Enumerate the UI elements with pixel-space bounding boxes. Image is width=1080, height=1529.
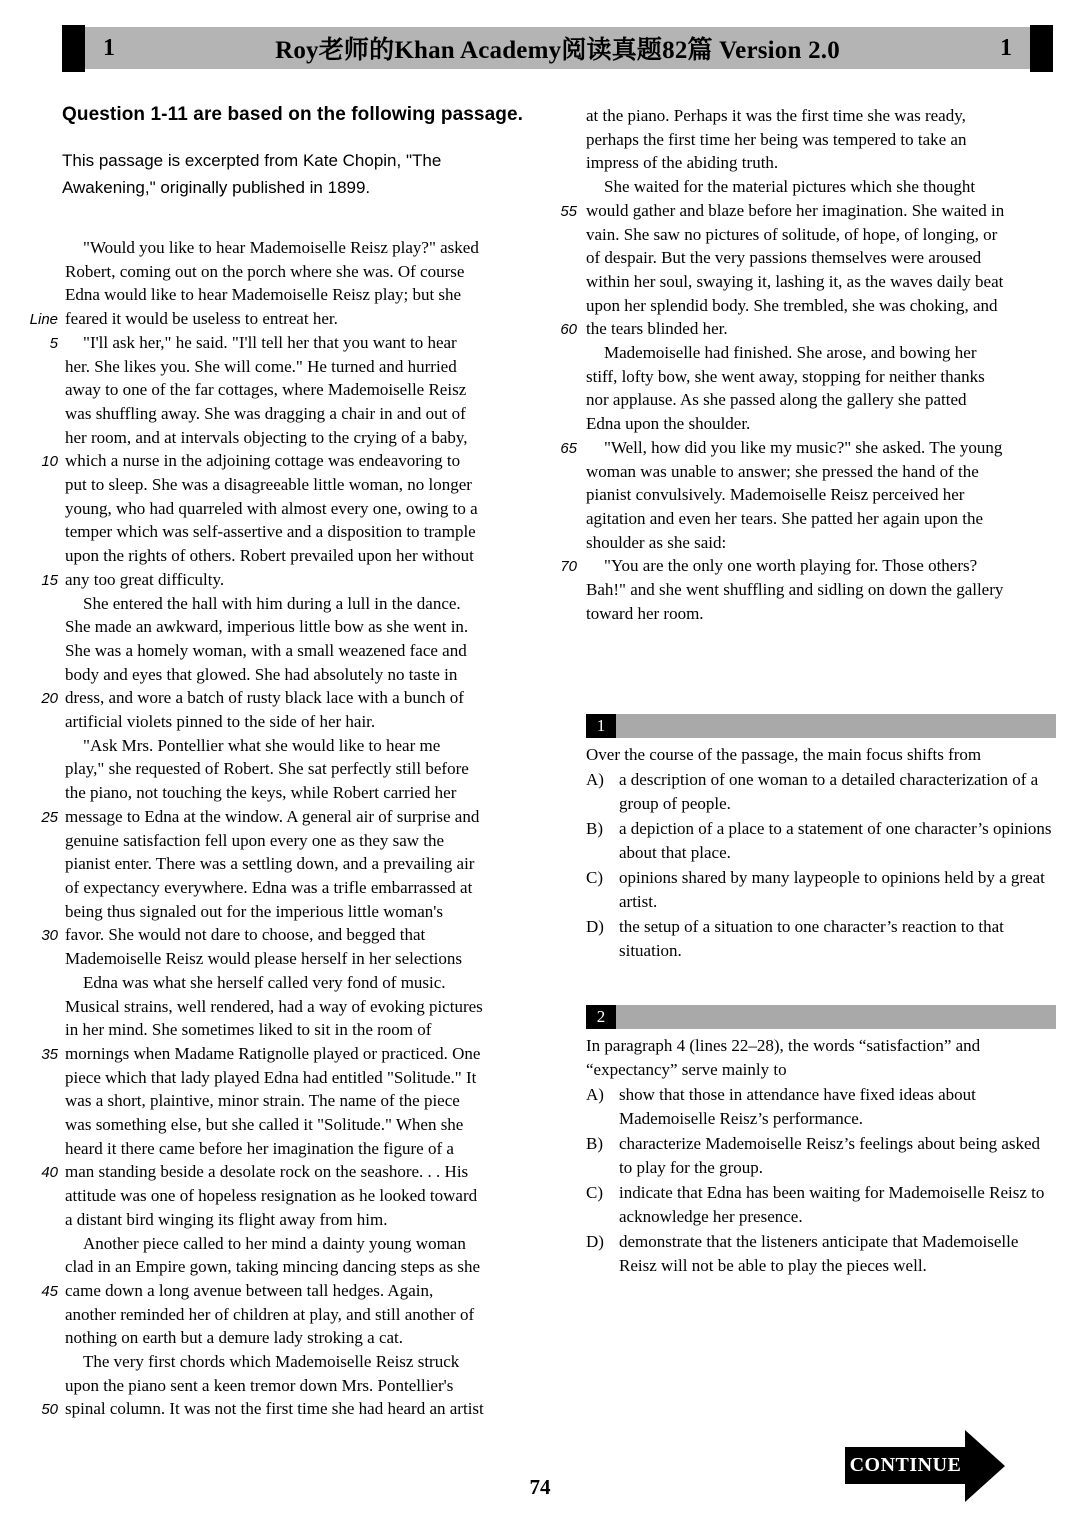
question-stem: Over the course of the passage, the main focus shifts from [586,745,982,764]
passage-text-line: impress of the abiding truth. [586,153,779,173]
choice-label: B) [586,1133,603,1153]
passage-text-line: being thus signaled out for the imperious little woman's [65,901,443,921]
passage-line [28,805,558,829]
passage-text-line: play," she requested of Robert. She sat perfectly still before [65,759,469,779]
passage-line [551,365,1071,389]
header-right-black-square [1030,25,1053,72]
choice-text: demonstrate that the listeners anticipate that Mademoiselle Reisz will not be able to play the pieces well. [619,1231,1019,1275]
passage-line [28,639,558,663]
continue-button[interactable] [845,1447,966,1484]
answer-choice [586,915,1056,964]
line-number: 15 [41,571,58,589]
answer-choice [586,1181,1056,1230]
passage-line [28,615,558,639]
passage-line [551,246,1071,270]
passage-text-line: would gather and blaze before her imagination. She waited in [586,200,1005,220]
choice-label: A) [586,769,604,789]
passage-line [28,378,558,402]
header-bar [85,27,1030,69]
passage-text-line: "I'll ask her," he said. "I'll tell her that you want to hear [83,332,457,352]
passage-line [28,876,558,900]
passage-text-line: "Ask Mrs. Pontellier what she would like to hear me [83,735,441,755]
passage-text-line: genuine satisfaction fell upon every one as they saw the [65,830,445,850]
passage-line [28,852,558,876]
passage-text-line: the piano, not touching the keys, while Robert carried her [65,783,457,803]
passage-text-line: which a nurse in the adjoining cottage was endeavoring to [65,451,461,471]
passage-line [28,829,558,853]
passage-line [551,270,1071,294]
passage-text-line: Edna was what she herself called very fond of music. [83,972,446,992]
passage-text-line: came down a long avenue between tall hedges. Again, [65,1280,434,1300]
passage-line [28,1113,558,1137]
question-number: 2 [586,1005,616,1029]
passage-line [28,1232,558,1256]
passage-line [28,686,558,710]
passage-text-line: Robert, coming out on the porch where she was. Of course [65,261,465,281]
passage-text-line: piece which that lady played Edna had entitled "Solitude." It [65,1067,477,1087]
passage-line [28,1137,558,1161]
passage-line [28,1042,558,1066]
passage-line [28,900,558,924]
passage-text-line: woman was unable to answer; she pressed the hand of the [586,461,979,481]
passage-line [551,507,1071,531]
passage-line [28,260,558,284]
passage-text-line: vain. She saw no pictures of solitude, of hope, of longing, or [586,224,998,244]
choice-text: the setup of a situation to one character’s reaction to that situation. [619,916,1004,960]
passage-line [28,1066,558,1090]
passage-text-line: She entered the hall with him during a lull in the dance. [83,593,461,613]
passage-text-line: Edna would like to hear Mademoiselle Reisz play; but she [65,285,462,305]
passage-text-line: attitude was one of hopeless resignation as he looked toward [65,1186,478,1206]
passage-line [28,331,558,355]
passage-line [551,436,1071,460]
line-number: 30 [41,927,58,945]
line-number: 10 [41,453,58,471]
passage-line [28,923,558,947]
passage-line [28,307,558,331]
passage-line [551,554,1071,578]
passage-text-line: clad in an Empire gown, taking mincing dancing steps as she [65,1257,480,1277]
choice-label: D) [586,916,604,936]
choice-label: D) [586,1231,604,1251]
choice-text: opinions shared by many laypeople to opinions held by a great artist. [619,867,1045,911]
answer-choice [586,1132,1056,1181]
passage-line [28,1184,558,1208]
answer-choice [586,768,1056,817]
answer-choice [586,866,1056,915]
passage-text-line: nothing on earth but a demure lady stroking a cat. [65,1328,404,1348]
passage-line [28,947,558,971]
passage-line [551,602,1071,626]
passage-text-line: pianist enter. There was a settling down, and a prevailing air [65,854,475,874]
passage-text-line: She was a homely woman, with a small weazened face and [65,640,467,660]
passage-text-line: "Would you like to hear Mademoiselle Reisz play?" asked [83,238,479,257]
passage-text-line: was a short, plaintive, minor strain. The name of the piece [65,1091,460,1111]
line-number: 65 [560,439,577,457]
passage-text-line: message to Edna at the window. A general air of surprise and [65,806,480,826]
passage-line [551,341,1071,365]
line-number: 45 [41,1282,58,1300]
passage-line [28,734,558,758]
answer-choice [586,817,1056,866]
answer-choice [586,1230,1056,1279]
passage-line [28,781,558,805]
passage-line [551,128,1071,152]
question-number-badge [586,1005,1056,1029]
line-number: 40 [41,1164,58,1182]
passage-column-left [28,236,558,1421]
passage-line [28,1255,558,1279]
passage-line [28,1160,558,1184]
question-number-badge [586,714,1056,738]
line-number: 25 [41,808,58,826]
passage-text-line: of expectancy everywhere. Edna was a trifle embarrassed at [65,877,473,897]
section-number-left: 1 [103,34,115,61]
passage-text-line: a distant bird winging its flight away from him. [65,1209,388,1229]
question-number: 1 [586,714,616,738]
passage-text-line: was shuffling away. She was dragging a chair in and out of [65,403,466,423]
passage-line [28,1089,558,1113]
passage-line [28,971,558,995]
passage-line [551,223,1071,247]
passage-text-line: pianist convulsively. Mademoiselle Reisz perceived her [586,485,965,505]
passage-text-line: artificial violets pinned to the side of her hair. [65,712,376,732]
line-number: 70 [560,558,577,576]
passage-text-line: temper which was self-assertive and a disposition to trample [65,522,476,542]
question-stem: In paragraph 4 (lines 22–28), the words “satisfaction” and “expectancy” serve mainly to [586,1035,981,1079]
passage-text-line: She waited for the material pictures which she thought [604,177,976,197]
choice-label: C) [586,867,603,887]
passage-text-line: toward her room. [586,603,704,623]
choice-label: B) [586,818,603,838]
passage-text-line: in her mind. She sometimes liked to sit in the room of [65,1020,432,1040]
passage-line [28,449,558,473]
passage-text-line: perhaps the first time her being was tempered to take an [586,129,967,149]
passage-text-line: Mademoiselle Reisz would please herself in her selections [65,949,463,969]
choice-text: show that those in attendance have fixed ideas about Mademoiselle Reisz’s performance. [619,1084,976,1128]
passage-line [28,1350,558,1374]
passage-line [551,151,1071,175]
line-number: 20 [41,690,58,708]
passage-line [551,317,1071,341]
passage-line [28,1326,558,1350]
passage-text-line: of despair. But the very passions themselves were aroused [586,248,982,268]
passage-text-line: man standing beside a desolate rock on the seashore. . . His [65,1162,469,1182]
choice-text: a depiction of a place to a statement of one character’s opinions about that place. [619,818,1052,862]
passage-line [28,520,558,544]
line-number: 60 [560,321,577,339]
passage-text-line: She made an awkward, imperious little bow as she went in. [65,617,469,637]
question-block [586,714,1056,964]
choice-label: C) [586,1182,603,1202]
passage-text-line: young, who had quarreled with almost every one, owing to a [65,498,478,518]
passage-text-line: mornings when Madame Ratignolle played or practiced. One [65,1043,481,1063]
passage-text-line: "Well, how did you like my music?" she asked. The young [604,437,1003,457]
passage-text-line: Musical strains, well rendered, had a way of evoking pictures [65,996,483,1016]
passage-line [28,402,558,426]
line-number: Line [29,311,58,329]
passage-column-right [551,104,1071,625]
passage-text-line: nor applause. As she passed along the gallery she patted [586,390,967,410]
passage-line [28,497,558,521]
passage-line [28,710,558,734]
passage-text-line: body and eyes that glowed. She had absolutely no taste in [65,664,458,684]
header-left-black-square [62,25,85,72]
choice-text: indicate that Edna has been waiting for Mademoiselle Reisz to acknowledge her presence. [619,1182,1045,1226]
passage-line [551,578,1071,602]
passage-line [28,1279,558,1303]
choice-text: characterize Mademoiselle Reisz’s feelings about being asked to play for the group. [619,1133,1041,1177]
question-block [586,1005,1056,1279]
passage-text-line: heard it there came before her imagination the figure of a [65,1138,454,1158]
passage-text-line: feared it would be useless to entreat her. [65,309,338,329]
passage-text-line: spinal column. It was not the first time she had heard an artist [65,1399,484,1419]
passage-source-note: This passage is excerpted from Kate Chopin, "The Awakening," originally published in 1899. [62,151,442,197]
passage-text-line: Another piece called to her mind a dainty young woman [83,1233,466,1253]
choice-label: A) [586,1084,604,1104]
passage-text-line: Edna upon the shoulder. [586,414,751,434]
passage-text-line: upon her splendid body. She trembled, she was choking, and [586,295,998,315]
passage-line [28,663,558,687]
passage-text-line: the tears blinded her. [586,319,728,339]
question-badge-bar [616,714,1056,738]
passage-text-line: another reminded her of children at play, and still another of [65,1304,475,1324]
passage-line [28,544,558,568]
line-number: 5 [49,334,58,352]
section-number-right: 1 [1000,34,1012,61]
passage-text-line: "You are the only one worth playing for. Those others? [604,556,978,576]
passage-line [551,483,1071,507]
continue-label: CONTINUE [849,1454,962,1476]
passage-line [28,757,558,781]
passage-text-line: put to sleep. She was a disagreeable little woman, no longer [65,475,472,495]
passage-text-line: shoulder as she said: [586,532,727,552]
passage-line [28,355,558,379]
passage-line [28,1303,558,1327]
passage-text-line: upon the rights of others. Robert prevailed upon her without [65,546,474,566]
passage-text-line: within her soul, swaying it, lashing it, as the waves daily beat [586,271,1004,291]
line-number: 50 [41,1401,58,1419]
passage-line [551,388,1071,412]
passage-text-line: away to one of the far cottages, where Mademoiselle Reisz [65,380,467,400]
passage-text-line: Bah!" and she went shuffling and sidling on down the gallery [586,580,1004,600]
header-title: Roy老师的Khan Academy阅读真题82篇 Version 2.0 [275,37,840,64]
questions-section [586,714,1056,1279]
passage-line [28,1018,558,1042]
passage-line [28,1374,558,1398]
passage-line [551,199,1071,223]
passage-line [28,1397,558,1421]
passage-text-line: dress, and wore a batch of rusty black lace with a bunch of [65,688,464,708]
passage-line [28,568,558,592]
choice-text: a description of one woman to a detailed characterization of a group of people. [619,769,1039,813]
passage-line [551,175,1071,199]
passage-text-line: agitation and even her tears. She patted her again upon the [586,508,983,528]
answer-choice [586,1083,1056,1132]
passage-line [28,283,558,307]
passage-line [28,592,558,616]
passage-text-line: upon the piano sent a keen tremor down Mrs. Pontellier's [65,1375,454,1395]
passage-line [28,1208,558,1232]
passage-line [28,473,558,497]
passage-text-line: her room, and at intervals objecting to the crying of a baby, [65,427,468,447]
passage-text-line: her. She likes you. She will come." He turned and hurried [65,356,457,376]
page-number: 74 [529,1475,551,1499]
line-number: 35 [41,1045,58,1063]
passage-line [28,236,558,260]
passage-text-line: favor. She would not dare to choose, and begged that [65,925,426,945]
passage-line [551,531,1071,555]
passage-text-line: Mademoiselle had finished. She arose, and bowing her [604,343,977,363]
passage-text-line: stiff, lofty bow, she went away, stopping for neither thanks [586,366,985,386]
passage-line [551,460,1071,484]
passage-line [28,426,558,450]
question-badge-bar [616,1005,1056,1029]
passage-text-line: at the piano. Perhaps it was the first time she was ready, [586,106,966,125]
passage-text-line: was something else, but she called it "Solitude." When she [65,1115,464,1135]
passage-text-line: any too great difficulty. [65,569,225,589]
passage-text-line: The very first chords which Mademoiselle Reisz struck [83,1352,460,1372]
passage-line [551,104,1071,128]
line-number: 55 [560,202,577,220]
passage-directions: Question 1-11 are based on the following passage. [62,104,524,125]
continue-arrow-icon [965,1430,1005,1502]
passage-line [28,995,558,1019]
passage-line [551,412,1071,436]
passage-line [551,294,1071,318]
